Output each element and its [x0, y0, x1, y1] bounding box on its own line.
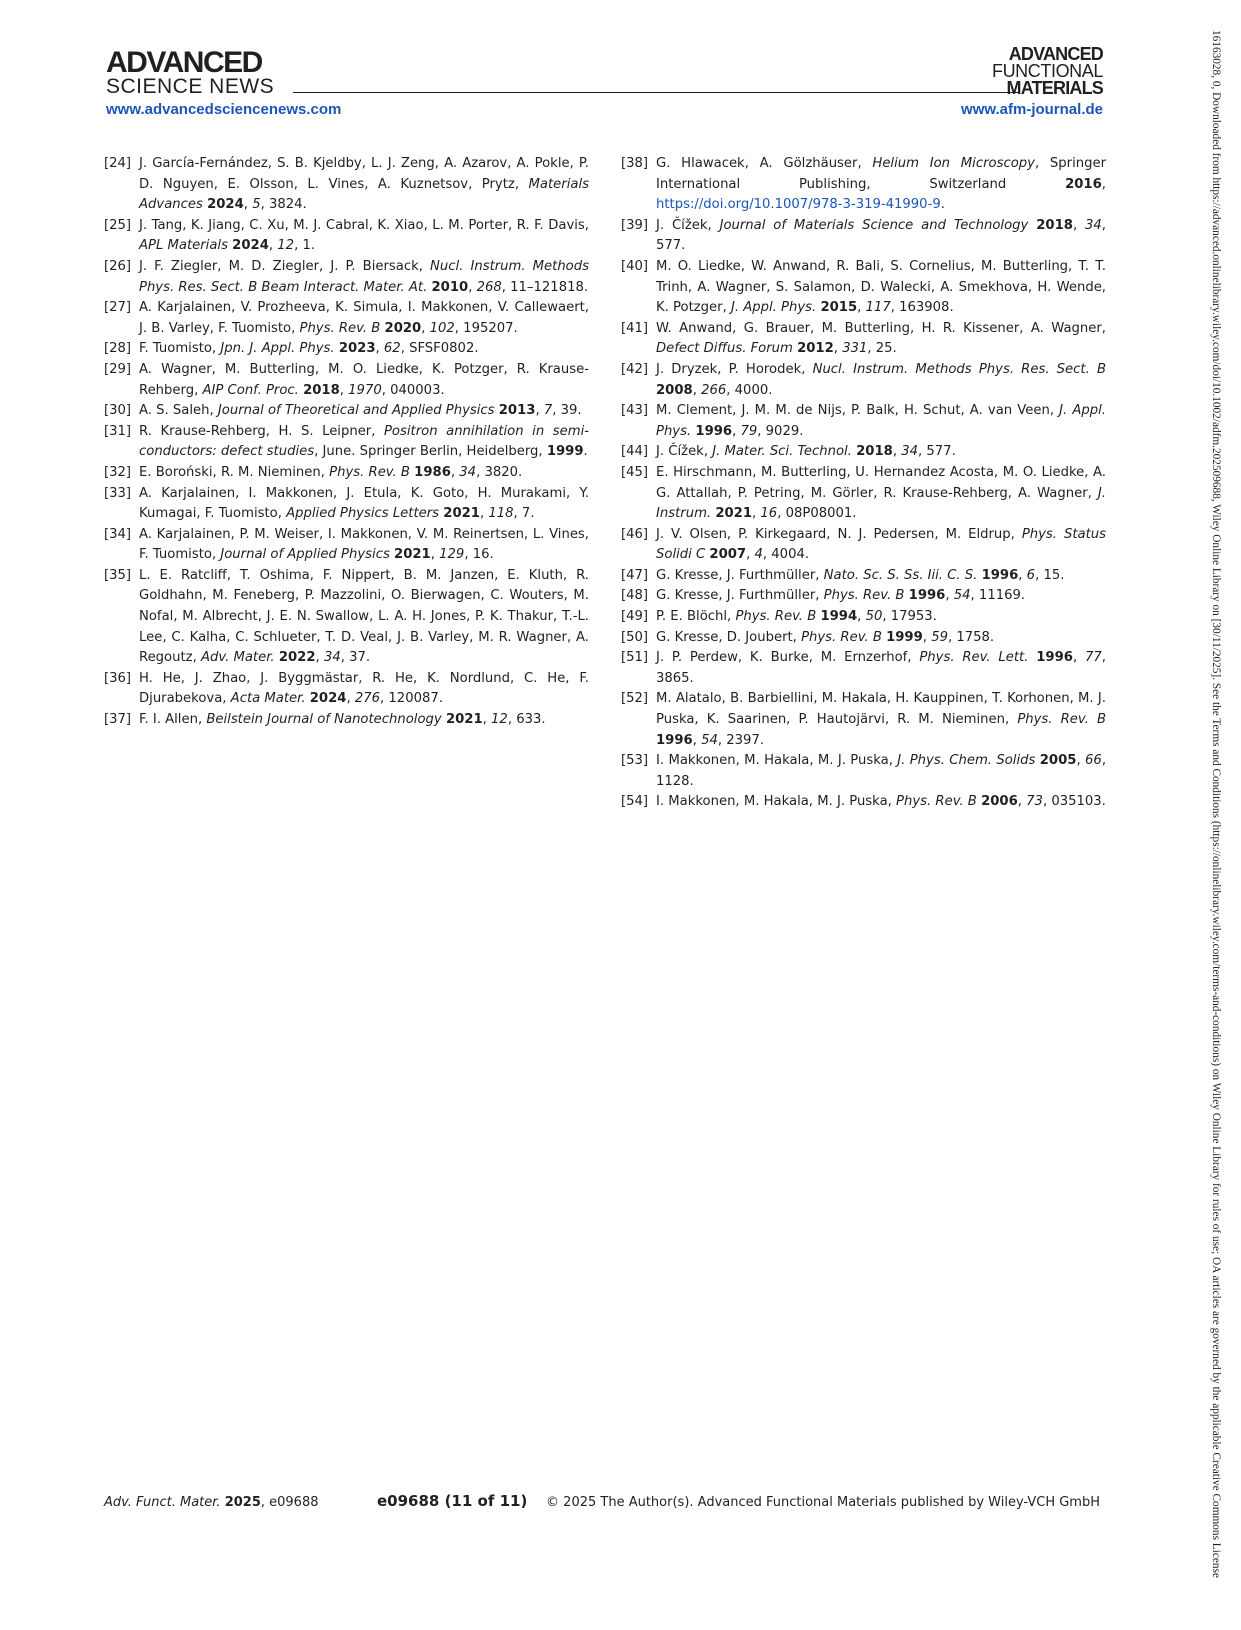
reference-number: [49] [621, 609, 649, 625]
reference-run: . [940, 197, 945, 213]
reference-number: [32] [104, 464, 132, 480]
reference-run: , [421, 320, 430, 336]
reference-run: , [922, 629, 932, 645]
reference-year: 2021 [443, 506, 480, 522]
reference-run: , 040003. [381, 382, 445, 398]
reference-year: 1996 [695, 423, 733, 439]
reference-year: 1994 [820, 609, 858, 625]
reference-number: [54] [621, 794, 649, 810]
reference-item [104, 566, 589, 669]
reference-run: M. O. Liedke, W. Anwand, R. Bali, S. Cornelius, M. Butterling, T. T. Trinh, A. Wagner, S. Salamon, D. Walecki, A. Smekhova, H. Wende, K. Potzger, [656, 258, 1106, 316]
reference-run: F. Tuomisto, [139, 341, 221, 357]
reference-item [621, 689, 1106, 751]
reference-item [104, 257, 589, 298]
reference-run: , [892, 444, 902, 460]
reference-italic: Helium Ion Microscopy [872, 156, 1035, 171]
reference-year: 1986 [414, 464, 451, 480]
reference-year: 2006 [981, 794, 1018, 810]
reference-run: , 15. [1035, 567, 1065, 583]
reference-italic: Nucl. Instrum. Methods Phys. Res. Sect. B Beam Interact. Mater. At. [139, 258, 589, 295]
reference-year: 1996 [656, 732, 693, 748]
reference-item [104, 339, 589, 360]
reference-italic: Applied Physics Letters [286, 506, 440, 522]
reference-text [656, 607, 1106, 628]
reference-italic: Nucl. Instrum. Methods Phys. Res. Sect. B [812, 361, 1106, 377]
reference-run: , 2397. [717, 732, 765, 748]
reference-run: , 1758. [947, 629, 995, 645]
reference-text [139, 216, 589, 257]
reference-italic: Materials Advances [139, 176, 589, 213]
reference-text [139, 257, 589, 298]
header-rule [293, 92, 1018, 93]
reference-run: J. Čížek, [656, 444, 713, 460]
reference-year: 2016 [1065, 176, 1102, 192]
download-notice: 16163028, 0, Downloaded from https://advanced.onlinelibrary.wiley.com/doi/10.1002/adfm.202509688, Wiley Online Library on [30/11/2025]. See the Terms and Conditions (https://onlinelibrary.wiley.com/terms-and-conditions) on Wiley Online Library for rules of use; OA articles are governed by the applicable Creative Commons License [1210, 30, 1222, 1578]
journal-logo-line2: FUNCTIONAL [991, 61, 1103, 82]
reference-number: [46] [621, 526, 649, 542]
reference-text [139, 525, 589, 566]
reference-italic: J. Mater. Sci. Technol. [712, 444, 852, 460]
reference-run: J. F. Ziegler, M. D. Ziegler, J. P. Biersack, [139, 258, 431, 274]
reference-item [621, 792, 1106, 813]
reference-italic: Phys. Rev. B [896, 794, 977, 810]
reference-text [656, 566, 1106, 587]
reference-run: , 1. [294, 238, 316, 254]
reference-text [656, 154, 1106, 216]
reference-italic: Phys. Rev. B [823, 588, 905, 604]
reference-text [656, 648, 1106, 689]
reference-year: 1999 [886, 629, 923, 645]
reference-italic: 118 [488, 506, 514, 522]
reference-number: [50] [621, 629, 649, 645]
reference-italic: 59 [931, 629, 948, 645]
reference-italic: Beilstein Journal of Nanotechnology [206, 712, 442, 728]
reference-run: , 17953. [882, 609, 937, 625]
references-right-column [621, 154, 1106, 813]
reference-run: , [833, 341, 843, 357]
reference-item [621, 401, 1106, 442]
reference-italic: Phys. Rev. B [329, 464, 410, 480]
reference-year: 2007 [709, 547, 747, 563]
reference-text [656, 463, 1106, 525]
reference-run: , [1018, 567, 1027, 583]
reference-italic: Phys. Rev. B [299, 320, 381, 336]
reference-year: 2018 [303, 382, 340, 398]
reference-run: M. Alatalo, B. Barbiellini, M. Hakala, H. Kauppinen, T. Korhonen, M. J. Puska, K. Saarinen, P. Hautojärvi, R. M. Nieminen, [656, 691, 1106, 728]
reference-text [139, 669, 589, 710]
reference-run: A. Karjalainen, V. Prozheeva, K. Simula, I. Makkonen, V. Callewaert, J. B. Varley, F. Tuomisto, [139, 300, 589, 336]
reference-number: [24] [104, 156, 132, 171]
journal-logo-line1: ADVANCED [1008, 44, 1103, 64]
reference-run: , [479, 506, 489, 522]
reference-text [139, 339, 589, 360]
reference-item [621, 463, 1106, 525]
reference-number: [31] [104, 423, 132, 439]
reference-italic: Phys. Rev. Lett. [919, 650, 1029, 666]
reference-number: [48] [621, 588, 649, 604]
reference-run: , [482, 712, 492, 728]
reference-italic: J. Appl. Phys. [656, 403, 1106, 439]
reference-item [104, 154, 589, 216]
reference-text [139, 566, 589, 669]
reference-number: [26] [104, 258, 132, 274]
reference-italic: 79 [740, 423, 758, 439]
reference-run: , [857, 609, 866, 625]
reference-item [621, 751, 1106, 792]
journal-url-link[interactable]: www.afm-journal.de [961, 101, 1103, 118]
reference-run: A. S. Saleh, [139, 403, 218, 419]
reference-run: G. Kresse, D. Joubert, [656, 629, 802, 645]
reference-italic: Journal of Materials Science and Technology [719, 217, 1029, 233]
reference-run: L. E. Ratcliff, T. Oshima, F. Nippert, B. M. Janzen, E. Kluth, R. Goldhahn, M. Feneberg, P. Mazzolini, O. Bierwagen, C. Wouters, M. Nofal, M. Albrecht, J. E. N. Swallow, L. A. H. Jones, P. K. Thakur, T.-L. Lee, C. Kalha, C. Schlueter, T. D. Veal, J. B. Varley, M. R. Wagner, A. Regoutz, [139, 567, 589, 666]
reference-text [656, 525, 1106, 566]
reference-year: 2015 [820, 300, 858, 316]
footer-citation [104, 1495, 319, 1510]
reference-run: , 11169. [970, 588, 1026, 604]
reference-italic: Jpn. J. Appl. Phys. [220, 341, 335, 357]
reference-item [104, 216, 589, 257]
reference-run: J. Čížek, [656, 217, 720, 233]
reference-run: , [752, 506, 761, 522]
reference-year: 2021 [715, 506, 753, 522]
reference-year: 2005 [1039, 753, 1077, 769]
reference-run: , 163908. [890, 300, 954, 316]
reference-italic: 5 [252, 197, 261, 213]
journal-logo-line3: MATERIALS [1006, 78, 1103, 99]
reference-text [139, 484, 589, 525]
reference-year: 2010 [431, 279, 469, 295]
reference-number: [51] [621, 650, 649, 666]
reference-italic: Phys. Status Solidi C [656, 526, 1106, 563]
reference-run: J. Tang, K. Jiang, C. Xu, M. J. Cabral, K. Xiao, L. M. Porter, R. F. Davis, [139, 217, 589, 233]
reference-italic: Adv. Mater. [200, 650, 275, 666]
reference-text [139, 298, 589, 339]
reference-number: [42] [621, 361, 649, 377]
reference-item [104, 484, 589, 525]
reference-text [656, 401, 1106, 442]
reference-italic: Nato. Sc. S. Ss. Iii. C. S. [823, 567, 978, 583]
reference-run: , [1076, 753, 1086, 769]
reference-number: [44] [621, 444, 649, 460]
reference-number: [37] [104, 712, 132, 728]
reference-run: J. P. Perdew, K. Burke, M. Ernzerhof, [656, 650, 920, 666]
reference-italic: 50 [865, 609, 883, 625]
reference-italic: Defect Diffus. Forum [656, 341, 793, 357]
reference-italic: Positron annihilation in semi-conductors: defect studies [139, 423, 589, 460]
reference-item [621, 607, 1106, 628]
reference-run: , [857, 300, 866, 316]
reference-italic: J. Appl. Phys. [730, 300, 817, 316]
reference-run: , 08P08001. [777, 506, 857, 522]
reference-year: 1999 [546, 444, 584, 460]
reference-text [656, 586, 1106, 607]
reference-run: , [945, 588, 954, 604]
reference-italic: Journal of Theoretical and Applied Physics [217, 403, 495, 419]
reference-run: , 120087. [380, 691, 443, 707]
reference-number: [39] [621, 217, 649, 233]
reference-year: 1996 [981, 567, 1019, 583]
reference-italic: Phys. Rev. B [801, 629, 882, 645]
reference-item [104, 669, 589, 710]
reference-italic: 16 [760, 506, 778, 522]
reference-run: F. I. Allen, [139, 712, 207, 728]
reference-item [621, 586, 1106, 607]
reference-italic: 1970 [348, 382, 382, 398]
reference-item [104, 401, 589, 422]
reference-run: , [692, 732, 702, 748]
reference-run: , [268, 238, 278, 254]
reference-number: [33] [104, 485, 132, 501]
reference-run: G. Kresse, J. Furthmüller, [656, 567, 824, 583]
reference-italic: 54 [953, 588, 971, 604]
reference-text [139, 422, 589, 463]
reference-run: H. He, J. Zhao, J. Byggmästar, R. He, K. Nordlund, C. He, F. Djurabekova, [139, 670, 589, 707]
reference-italic: AIP Conf. Proc. [202, 382, 299, 398]
reference-italic: 276 [354, 691, 381, 707]
reference-text [139, 710, 589, 731]
reference-year: 2022 [278, 650, 316, 666]
reference-number: [28] [104, 341, 132, 357]
reference-run: , Springer International Publishing, Switzerland [656, 156, 1106, 192]
reference-run: , 3820. [476, 464, 523, 480]
reference-number: [52] [621, 691, 649, 707]
reference-run: W. Anwand, G. Brauer, M. Butterling, H. R. Kissener, A. Wagner, [656, 320, 1106, 336]
reference-run: , 16. [464, 547, 494, 563]
reference-italic: J. Phys. Chem. Solids [897, 753, 1036, 769]
reference-item [104, 298, 589, 339]
reference-run: E. Hirschmann, M. Butterling, U. Hernandez Acosta, M. O. Liedke, A. G. Attallah, P. Petring, M. Görler, R. Krause-Rehberg, A. Wagner, [656, 464, 1106, 501]
reference-italic: 54 [701, 732, 718, 748]
reference-run: . [583, 444, 588, 460]
reference-item [104, 360, 589, 401]
reference-italic: 266 [701, 382, 727, 398]
reference-number: [30] [104, 403, 132, 419]
reference-run: , [535, 403, 544, 419]
reference-item [621, 257, 1106, 319]
reference-text [656, 689, 1106, 751]
publisher-logo [106, 48, 274, 97]
reference-italic: Journal of Applied Physics [220, 547, 390, 563]
reference-italic: APL Materials [139, 238, 228, 254]
journal-logo [992, 46, 1103, 97]
reference-year: 1996 [908, 588, 946, 604]
reference-text [139, 360, 589, 401]
reference-text [656, 319, 1106, 360]
reference-number: [40] [621, 258, 649, 274]
reference-text [656, 792, 1106, 813]
reference-run: P. E. Blöchl, [656, 609, 736, 625]
reference-item [621, 442, 1106, 463]
reference-run: , [746, 547, 755, 563]
reference-year: 2012 [797, 341, 834, 357]
reference-run: A. Wagner, M. Butterling, M. O. Liedke, K. Potzger, R. Krause-Rehberg, [139, 361, 589, 398]
reference-number: [47] [621, 567, 649, 583]
reference-run: , 7. [513, 506, 535, 522]
reference-year: 2023 [338, 341, 376, 357]
reference-run: , 37. [340, 650, 371, 666]
reference-number: [36] [104, 670, 132, 686]
reference-text [656, 360, 1106, 401]
reference-year: 2020 [384, 320, 422, 336]
footer-page-number: e09688 (11 of 11) [377, 1492, 528, 1510]
reference-item [621, 648, 1106, 689]
reference-run: A. Karjalainen, I. Makkonen, J. Etula, K. Goto, H. Murakami, Y. Kumagai, F. Tuomisto, [139, 485, 589, 522]
reference-text [656, 751, 1106, 792]
reference-text [139, 401, 589, 422]
reference-item [104, 525, 589, 566]
reference-run: , [468, 279, 477, 295]
reference-year: 2013 [498, 403, 536, 419]
reference-run: , 4000. [726, 382, 773, 398]
reference-item [621, 566, 1106, 587]
doi-link[interactable]: https://doi.org/10.1007/978-3-319-41990-9 [656, 197, 941, 213]
reference-number: [29] [104, 361, 132, 377]
reference-run: , 035103. [1042, 794, 1106, 810]
reference-run: , [315, 650, 324, 666]
reference-run: M. Clement, J. M. M. de Nijs, P. Balk, H. Schut, A. van Veen, [656, 403, 1060, 419]
reference-item [621, 525, 1106, 566]
reference-italic: 6 [1026, 567, 1036, 583]
reference-year: 1996 [1036, 650, 1073, 666]
reference-run: J. García-Fernández, S. B. Kjeldby, L. J. Zeng, A. Azarov, A. Pokle, P. D. Nguyen, E. Olsson, L. Vines, A. Kuznetsov, Prytz, [139, 156, 589, 192]
reference-run: , 1128. [656, 753, 1107, 789]
reference-italic: 129 [439, 547, 465, 563]
reference-italic: 34 [459, 464, 477, 480]
reference-run: A. Karjalainen, P. M. Weiser, I. Makkonen, V. M. Reinertsen, L. Vines, F. Tuomisto, [139, 526, 589, 563]
reference-run: , 25. [867, 341, 897, 357]
reference-run: , 39. [552, 403, 582, 419]
reference-item [621, 628, 1106, 649]
reference-italic: 34 [323, 650, 341, 666]
reference-run: , [375, 341, 384, 357]
reference-italic: Phys. Rev. B [1017, 712, 1106, 728]
reference-number: [34] [104, 526, 132, 542]
reference-run: , 577. [656, 217, 1106, 254]
reference-italic: 268 [476, 279, 502, 295]
reference-italic: 7 [543, 403, 553, 419]
reference-run: , [732, 423, 741, 439]
reference-text [656, 216, 1106, 257]
reference-text [656, 257, 1106, 319]
reference-number: [45] [621, 464, 649, 480]
reference-run: I. Makkonen, M. Hakala, M. J. Puska, [656, 794, 897, 810]
footer-journal: Adv. Funct. Mater. [104, 1495, 221, 1510]
reference-run: , [450, 464, 460, 480]
reference-year: 2018 [856, 444, 893, 460]
publisher-url-link[interactable]: www.advancedsciencenews.com [106, 101, 342, 118]
reference-italic: 73 [1026, 794, 1043, 810]
reference-run: , 9029. [757, 423, 804, 439]
reference-run: , [243, 197, 253, 213]
reference-italic: 12 [277, 238, 295, 254]
reference-run: J. V. Olsen, P. Kirkegaard, N. J. Pedersen, M. Eldrup, [656, 526, 1022, 542]
reference-number: [35] [104, 567, 132, 583]
reference-run: G. Kresse, J. Furthmüller, [656, 588, 824, 604]
references-left-column [104, 154, 589, 731]
reference-item [104, 463, 589, 484]
reference-number: [25] [104, 217, 132, 233]
reference-run: , [339, 382, 349, 398]
reference-italic: 62 [383, 341, 401, 357]
reference-italic: 12 [491, 712, 508, 728]
footer-copyright: © 2025 The Author(s). Advanced Functional Materials published by Wiley-VCH GmbH [546, 1495, 1100, 1510]
reference-text [139, 154, 589, 216]
reference-run: , 633. [507, 712, 546, 728]
reference-item [621, 154, 1106, 216]
reference-italic: 34 [901, 444, 919, 460]
reference-year: 2024 [207, 197, 244, 213]
reference-item [104, 710, 589, 731]
reference-run: , [1017, 794, 1027, 810]
reference-item [104, 422, 589, 463]
reference-year: 2021 [394, 547, 431, 563]
reference-run: G. Hlawacek, A. Gölzhäuser, [656, 156, 873, 171]
reference-year: 2018 [1036, 217, 1073, 233]
reference-run: , [1072, 650, 1085, 666]
reference-italic: 331 [842, 341, 868, 357]
reference-run: , 4004. [762, 547, 810, 563]
reference-run: , 3865. [656, 650, 1106, 686]
reference-italic: 66 [1085, 753, 1102, 769]
reference-run: , 11–121818. [501, 279, 589, 295]
reference-number: [43] [621, 403, 649, 419]
reference-year: 2024 [232, 238, 269, 254]
reference-number: [38] [621, 156, 649, 171]
reference-run: , [346, 691, 355, 707]
reference-italic: Acta Mater. [230, 691, 306, 707]
reference-year: 2021 [445, 712, 483, 728]
reference-italic: 102 [429, 320, 455, 336]
reference-number: [53] [621, 753, 649, 769]
reference-italic: Phys. Rev. B [735, 609, 817, 625]
publisher-logo-line2: SCIENCE NEWS [106, 75, 275, 98]
publisher-logo-line1: ADVANCED [106, 46, 262, 79]
reference-text [656, 628, 1106, 649]
reference-year: 2024 [309, 691, 347, 707]
reference-italic: 117 [865, 300, 891, 316]
reference-run: , [1072, 217, 1086, 233]
reference-run: , SFSF0802. [400, 341, 479, 357]
footer-article-id: , e09688 [260, 1495, 319, 1510]
reference-run: , 195207. [454, 320, 518, 336]
reference-number: [27] [104, 300, 132, 316]
footer-year: 2025 [224, 1495, 261, 1510]
reference-item [621, 360, 1106, 401]
reference-italic: 77 [1085, 650, 1102, 666]
reference-italic: 34 [1085, 217, 1102, 233]
reference-year: 2008 [656, 382, 693, 398]
reference-run: , 3824. [260, 197, 307, 213]
reference-item [621, 319, 1106, 360]
reference-run: J. Dryzek, P. Horodek, [656, 361, 813, 377]
reference-number: [41] [621, 320, 649, 336]
reference-run: R. Krause-Rehberg, H. S. Leipner, [139, 423, 384, 439]
reference-run: , [1101, 176, 1106, 192]
reference-text [139, 463, 589, 484]
reference-text [656, 442, 1106, 463]
reference-item [621, 216, 1106, 257]
reference-run: , [430, 547, 440, 563]
reference-run: , June. Springer Berlin, Heidelberg, [314, 444, 547, 460]
reference-run: E. Boroński, R. M. Nieminen, [139, 464, 330, 480]
reference-italic: J. Instrum. [656, 485, 1106, 522]
reference-run: , [692, 382, 702, 398]
reference-run: , 577. [918, 444, 956, 460]
reference-run: I. Makkonen, M. Hakala, M. J. Puska, [656, 753, 898, 769]
reference-italic: 4 [754, 547, 763, 563]
